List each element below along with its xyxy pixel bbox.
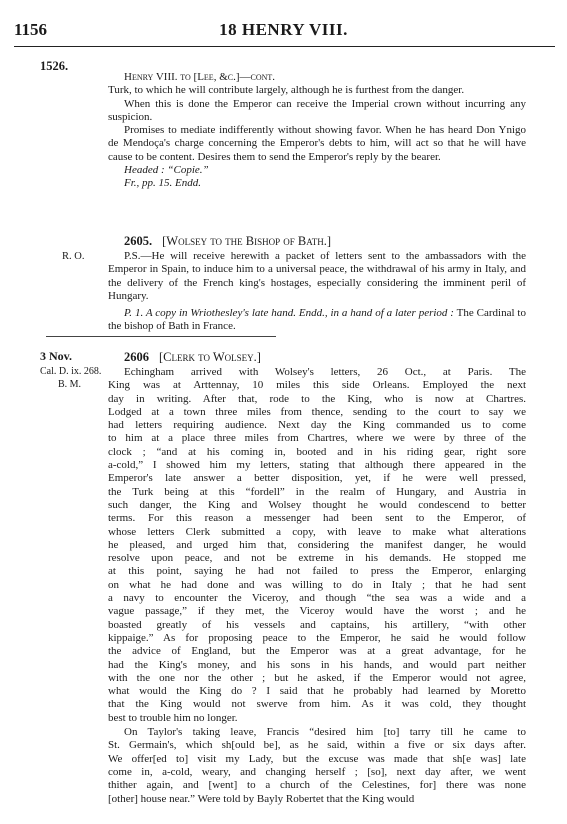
text-line: vague passage,” if they met, the Viceroy would have the worst ; and he <box>108 605 526 618</box>
margin-date: 3 Nov. <box>40 349 73 363</box>
endorsement-note: Fr., pp. 15. Endd. <box>124 177 201 190</box>
entry-paragraph: P.S.—He will receive herewith a packet of letters sent to the ambassadors with the Emperor in Spain, to induce him to a universal peace, the withdrawal of his army in Italy, and the delivery of the French king's hostages, especially considering the imminent peril of Hungary. <box>108 250 526 302</box>
text-line: what would the King do ? I said that he probably had learned by Moretto <box>108 685 526 698</box>
entry-body-2606 <box>108 366 526 806</box>
continuation-title: Henry VIII. to [Lee, &c.]—cont. <box>124 71 276 83</box>
source-note-italic: P. 1. A copy in Wriothesley's late hand. Endd., in a hand of a later period : <box>124 307 454 320</box>
text-line: Lodged at a town three miles from thence, sending to the court to say we <box>108 405 526 418</box>
text-line: thither again, and [went] to a church of the Celestines, for] there was none <box>108 779 526 792</box>
page-header <box>0 20 567 42</box>
text-line: such danger, the King and Wolsey thought he would condescend to better <box>108 498 526 511</box>
headed-note: Headed : “Copie.” <box>124 164 209 177</box>
entry-title: [Clerk to Wolsey.] <box>159 350 261 364</box>
text-line: best to trouble him no longer. <box>108 711 238 724</box>
text-line: on what he had done and was willing to do in Italy ; that he had sent <box>108 578 526 591</box>
text-line: that the King would not swerve from him. As it was cold, they thought <box>108 698 526 711</box>
text-line: terms. For this reason a messenger had been sent to the Emperor, of <box>108 512 526 525</box>
margin-reference: B. M. <box>58 379 82 390</box>
entry-number: 2605. <box>124 234 153 248</box>
entry-title: [Wolsey to the Bishop of Bath.] <box>162 234 332 248</box>
continuation-paragraph: Turk, to which he will contribute largely, although he is furthest from the danger. <box>108 84 465 97</box>
text-line: resolve upon peace, and not be extreme in his demands. He stopped me <box>108 552 526 565</box>
text-line: King was at Arttennay, 10 miles this side Orleans. Employed the next <box>108 379 526 392</box>
entry-paragraph <box>108 366 526 725</box>
text-line: a-cold,” I showed him my letters, stating that although there appeared in the <box>108 459 526 472</box>
text-line: whose letters Clerk submitted a copy, with leave to make what alterations <box>108 525 526 538</box>
source-note-plain: The Cardinal to the bishop of Bath in France. <box>108 307 526 333</box>
continuation-paragraph: Promises to mediate indifferently without showing favor. When he has heard Don Ynigo de Mendoça's charge concerning the Emperor's debts to him, will act so that he will have cause to be content. Desires them to send the Emperor's reply by the bearer. <box>108 124 526 163</box>
running-title: 18 HENRY VIII. <box>219 20 348 39</box>
text-line: We offer[ed to] visit my Lady, but the excuse was made that sh[e was] late <box>108 752 526 765</box>
text-line: On Taylor's taking leave, Francis “desired him [to] tarry till he came to <box>124 726 526 739</box>
margin-source: R. O. <box>62 251 85 262</box>
text-line: Emperor's late answer a better disposition, yet, if he were well pressed, <box>108 472 526 485</box>
entry-paragraph <box>108 726 526 806</box>
text-line: [other] house near.” Were told by Bayly Robertet that the King would <box>108 792 415 805</box>
entry-body-2605 <box>108 250 526 334</box>
margin-year: 1526. <box>40 59 69 73</box>
header-rule <box>14 46 555 47</box>
text-line: to him at a place three miles from Chartres, where we were by three of the <box>108 432 526 445</box>
entry-separator <box>46 336 276 337</box>
text-line: day in writing. After that, rode to the King, who is now at Chartres. <box>108 392 526 405</box>
entry-heading-2606 <box>108 350 526 364</box>
text-line: at this point, saying he had not failed to press the Emperor, enlarging <box>108 565 526 578</box>
text-line: clock ; “and at his coming in, booted and in his riding gear, right sore <box>108 445 526 458</box>
continuation-block <box>108 71 526 191</box>
page-number: 1156 <box>14 20 48 39</box>
continuation-paragraph: When this is done the Emperor can receive the Imperial crown without incurring any suspicion. <box>108 97 526 123</box>
text-line: St. Germain's, which sh[ould be], as he said, within a five or six days after. <box>108 739 526 752</box>
text-line: Echingham arrived with Wolsey's letters, 26 Oct., at Paris. The <box>124 366 526 378</box>
text-line: the Turk being at this “fordell” in the realm of Hungary, and Austria in <box>108 485 526 498</box>
text-line: had the King's money, and his sons in his hands, and would part neither <box>108 658 526 671</box>
text-line: had letters requiring audience. Next day the King commanded us to come <box>108 419 526 432</box>
text-line: kippaige.” As for proposing peace to the Emperor, he said he would follow <box>108 631 526 644</box>
margin-reference: Cal. D. ix. 268. <box>40 366 102 377</box>
entry-heading-2605 <box>108 234 526 248</box>
text-line: boasted greatly of his vessels and captains, his artillery, “with other <box>108 618 526 631</box>
text-line: he pleased, and urged him that, considering the manifest danger, he would <box>108 538 526 551</box>
text-line: come in, a-cold, weary, and changing herself ; [so], next day after, we went <box>108 765 526 778</box>
entry-number: 2606 <box>124 350 149 364</box>
text-line: with the one nor the other ; but he asked, if the Emperor would not agree, <box>108 671 526 684</box>
source-note <box>108 307 526 334</box>
text-line: a navy to encounter the Viceroy, and though “the sea was a wide and a <box>108 592 526 605</box>
text-line: the advice of England, but the Emperor was at a great advantage, for he <box>108 645 526 658</box>
